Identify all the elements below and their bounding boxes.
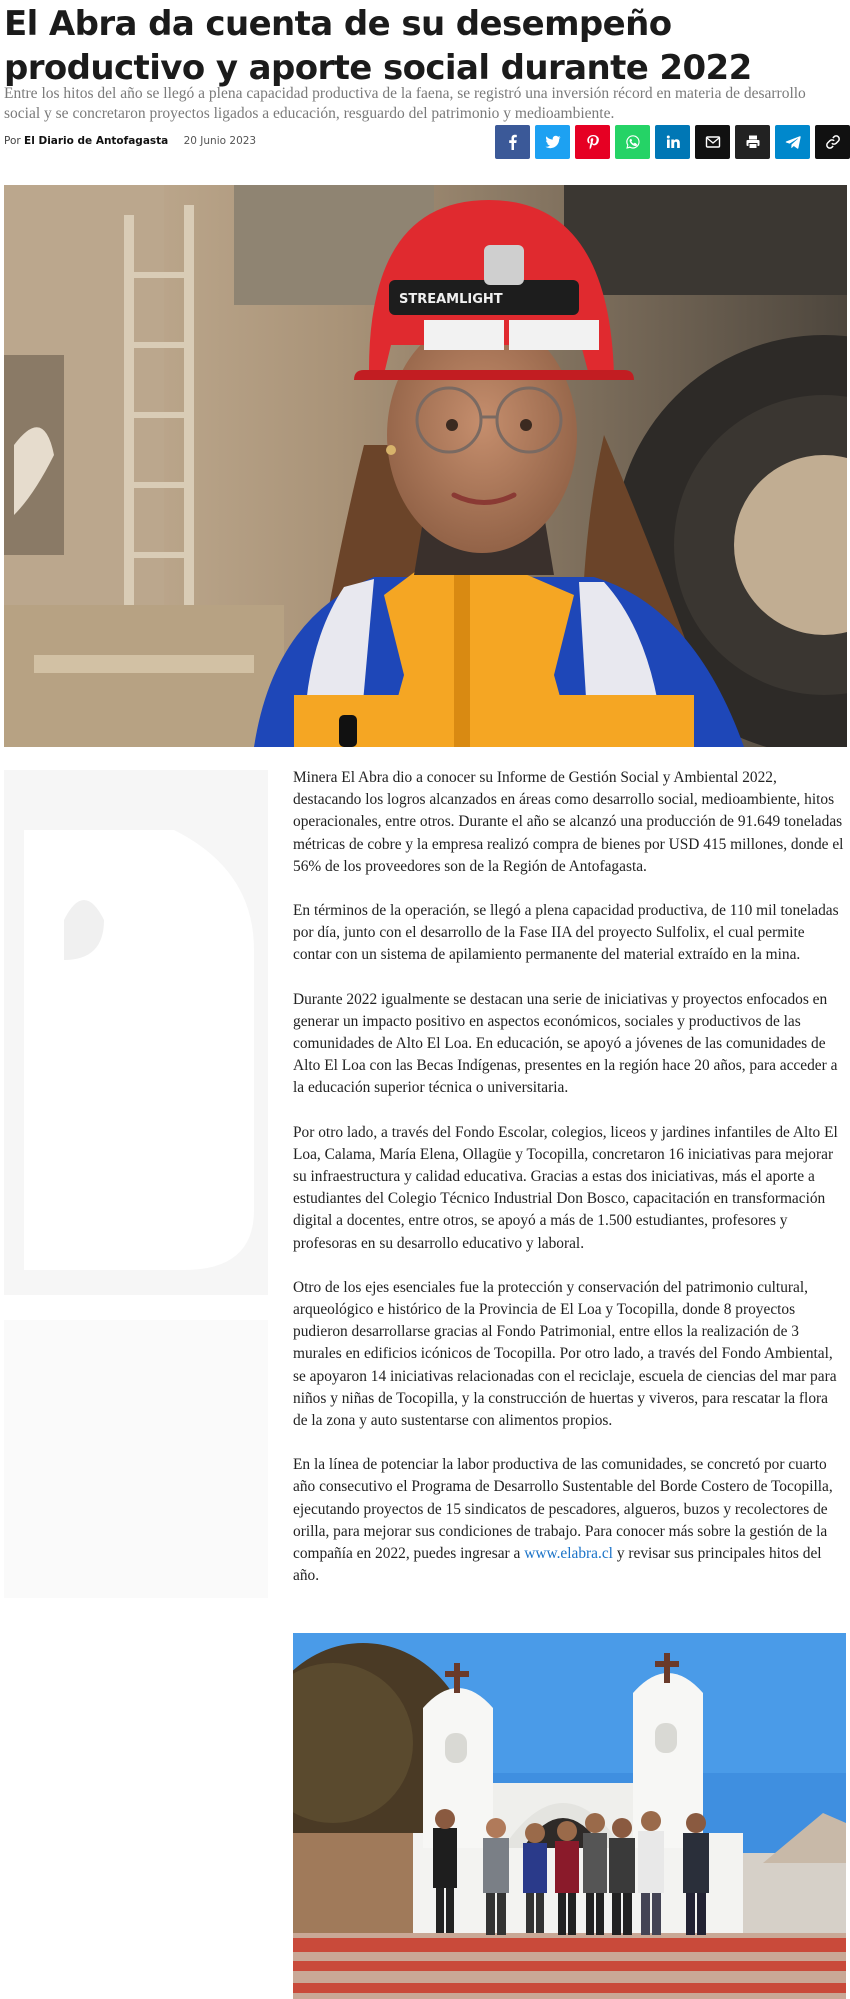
twitter-icon [545, 134, 561, 150]
helmet-brand-text: STREAMLIGHT [399, 292, 503, 307]
share-bar [495, 125, 850, 159]
article-paragraph: Minera El Abra dio a conocer su Informe de Gestión Social y Ambiental 2022, destacando los logros alcanzados en áreas como desarrollo social, medioambiente, hitos operacionales, entre otros. Durante el año se alcanzó una producción de 91.649 toneladas métricas de cobre y la empresa realizó compra de bienes por USD 415 millones, donde el 56% de los proveedores son de la Región de Antofagasta. [293, 769, 844, 875]
author-link[interactable]: El Diario de Antofagasta [24, 135, 169, 147]
mail-icon [705, 134, 721, 150]
copy-link-button[interactable] [815, 125, 850, 159]
printer-icon [745, 134, 761, 150]
share-twitter-button[interactable] [535, 125, 570, 159]
church-group-photo [293, 1633, 846, 1999]
whatsapp-icon [625, 134, 641, 150]
article-paragraph: Otro de los ejes esenciales fue la protección y conservación del patrimonio cultural, arqueológico e histórico de la Provincia de El Loa y Tocopilla, donde 8 proyectos pudieron desarrollarse gracias al Fondo Patrimonial, entre ellos la realización de 3 murales en edificios icónicos de Tocopilla. Por otro lado, a través del Fondo Ambiental, se apoyaron 14 iniciativas relacionadas con el reciclaje, escuela de ciencias del mar para niños y niñas de Tocopilla, y la construcción de huertas y viveros, para rescatar la flora de la zona y auto sustentarse con alimentos propios. [293, 1278, 837, 1430]
print-button[interactable] [735, 125, 770, 159]
share-email-button[interactable] [695, 125, 730, 159]
share-linkedin-button[interactable] [655, 125, 690, 159]
hero-image [4, 185, 847, 747]
sidebar-ad-secondary[interactable] [4, 1320, 268, 1598]
link-icon [825, 134, 841, 150]
article-paragraph-with-link [293, 1454, 846, 1587]
publish-date: 20 Junio 2023 [183, 135, 257, 147]
article-title: El Abra da cuenta de su desempeño productivo y aporte social durante 2022 [4, 4, 752, 88]
telegram-icon [785, 134, 801, 150]
share-pinterest-button[interactable] [575, 125, 610, 159]
paragraph-text: y revisar sus principales hitos del año. [293, 1545, 822, 1585]
article-paragraph: Durante 2022 igualmente se destacan una serie de iniciativas y proyectos enfocados en generar un impacto positivo en aspectos económicos, sociales y productivos de las comunidades de Alto El Loa. En educación, se apoyó a jóvenes de las comunidades de Alto El Loa con las Becas Indígenas, presentes en la región hace 20 años, para acceder a la educación superior técnica o universitaria. [293, 990, 838, 1097]
share-telegram-button[interactable] [775, 125, 810, 159]
sidebar-ad[interactable] [4, 770, 268, 1295]
share-facebook-button[interactable] [495, 125, 530, 159]
byline-prefix: Por [4, 135, 21, 147]
byline [4, 135, 256, 147]
article-summary: Entre los hitos del año se llegó a plena capacidad productiva de la faena, se registró una inversión récord en materia de desarrollo social y se concretaron proyectos ligados a educación, resguardo del patrimonio y medioambiente. [4, 85, 806, 122]
linkedin-icon [665, 134, 681, 150]
facebook-icon [505, 134, 521, 150]
article-paragraph: Por otro lado, a través del Fondo Escolar, colegios, liceos y jardines infantiles de Alto El Loa, Calama, María Elena, Ollagüe y Tocopilla, concretaron 16 iniciativas para mejorar su infraestructura y calidad educativa. Gracias a estas dos iniciativas, más el aporte a estudiantes del Colegio Técnico Industrial Don Bosco, capacitación en transformación digital a docentes, entre otros, se apoyó a más de 1.500 estudiantes, profesores y profesoras en su desarrollo educativo y laboral. [293, 1123, 838, 1252]
elabra-link[interactable]: www.elabra.cl [524, 1545, 613, 1563]
paragraph-text: En la línea de potenciar la labor productiva de las comunidades, se concretó por cuarto año consecutivo el Programa de Desarrollo Sustentable del Borde Costero de Tocopilla, ejecutando proyectos de 15 sindicatos de pescadores, algueros, buzos y recolectores de orilla, para mejorar sus condiciones de trabajo. Para conocer más sobre la gestión de la compañía en 2022, puedes ingresar a [293, 1456, 833, 1563]
share-whatsapp-button[interactable] [615, 125, 650, 159]
article-body [293, 767, 846, 1610]
pinterest-icon [585, 134, 601, 150]
article-paragraph: En términos de la operación, se llegó a plena capacidad productiva, de 110 mil toneladas por día, junto con el desarrollo de la Fase IIA del proyecto Sulfolix, el cual permite contar con un sistema de apilamiento permanente del material extraído en la mina. [293, 902, 839, 964]
